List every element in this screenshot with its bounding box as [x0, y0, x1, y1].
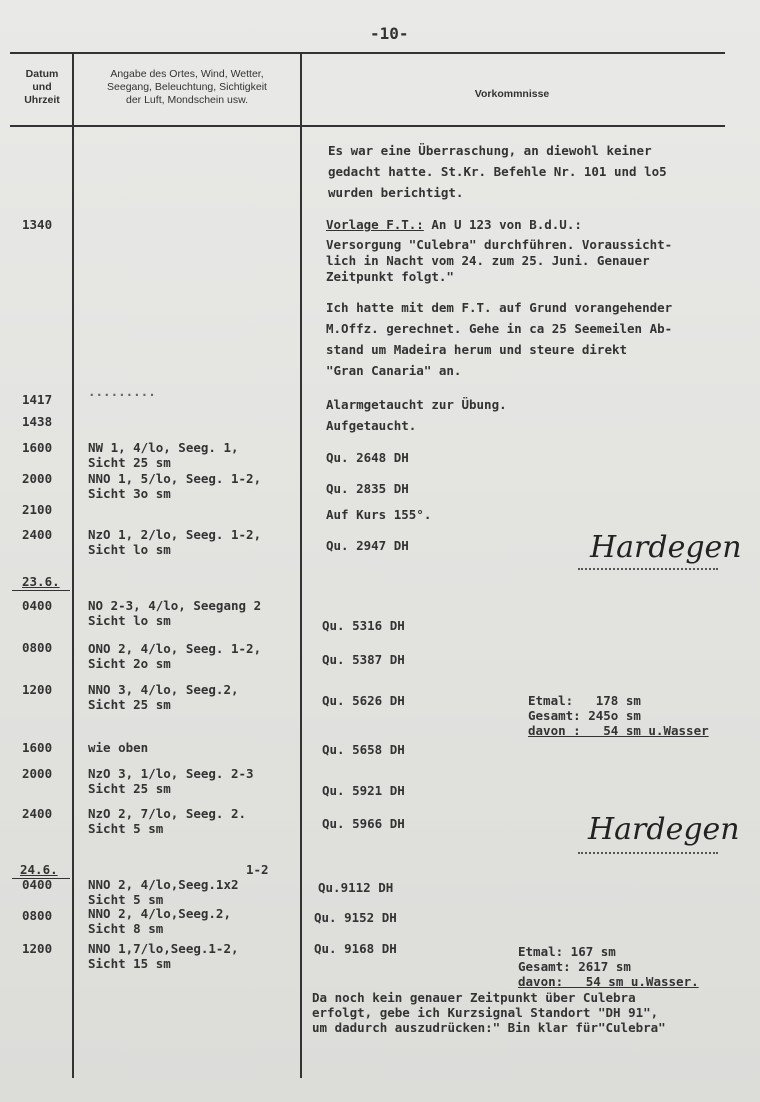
page-number: -10- — [370, 24, 409, 43]
summary-gesamt: Gesamt: 245o sm — [528, 708, 641, 723]
time-0800-24: 0800 — [22, 908, 53, 923]
summary2-davon: davon: 54 sm u.Wasser. — [518, 974, 699, 989]
header-vorkommnisse: Vorkommnisse — [474, 88, 550, 100]
event-2000: Qu. 2835 DH — [326, 481, 409, 496]
event-0400-24: Qu.9112 DH — [318, 880, 394, 895]
intro-text: Es war eine Überraschung, an diewohl keiner gedacht hatte. St.Kr. Befehle Nr. 101 und lo5 wurden berichtigt. — [328, 143, 667, 200]
event-0400-23: Qu. 5316 DH — [322, 618, 405, 633]
time-2100: 2100 — [22, 502, 53, 517]
time-2000-23: 2000 — [22, 766, 53, 781]
header-location: Angabe des Ortes, Wind, Wetter, Seegang, Beleuchtung, Sichtigkeit der Luft, Mondschein usw. — [107, 68, 267, 106]
event-1600: Qu. 2648 DH — [326, 450, 409, 465]
time-1600-23: 1600 — [22, 740, 53, 755]
summary2-etmal: Etmal: 167 sm — [518, 944, 616, 959]
event-2000-23: Qu. 5921 DH — [322, 783, 405, 798]
weather-2400: NzO 1, 2/lo, Seeg. 1-2, Sicht lo sm — [88, 527, 262, 557]
time-0400-24: 0400 — [22, 877, 53, 892]
summary-etmal: Etmal: 178 sm — [528, 693, 641, 708]
event-1200-23: Qu. 5626 DH — [322, 693, 405, 708]
time-1340: 1340 — [22, 217, 53, 232]
weather-1200-24: NNO 1,7/lo,Seeg.1-2, Sicht 15 sm — [88, 941, 239, 971]
event-0800-23: Qu. 5387 DH — [322, 652, 405, 667]
event-0800-24: Qu. 9152 DH — [314, 910, 397, 925]
column-divider-1 — [72, 54, 74, 1078]
weather-0800-23: ONO 2, 4/lo, Seeg. 1-2, Sicht 2o sm — [88, 641, 262, 671]
summary2-gesamt: Gesamt: 2617 sm — [518, 959, 631, 974]
time-1438: 1438 — [22, 414, 53, 429]
event-1200-24: Qu. 9168 DH — [314, 941, 397, 956]
weather-0800-24: NNO 2, 4/lo,Seeg.2, Sicht 8 sm — [88, 906, 231, 936]
signature-1-dots — [578, 568, 718, 570]
weather-2000-23: NzO 3, 1/lo, Seeg. 2-3 Sicht 25 sm — [88, 766, 254, 796]
event-1600-23: Qu. 5658 DH — [322, 742, 405, 757]
weather-2000: NNO 1, 5/lo, Seeg. 1-2, Sicht 3o sm — [88, 471, 262, 501]
signature-2: Hardegen — [588, 812, 740, 847]
dots-1417: ......... — [88, 384, 156, 399]
time-1600: 1600 — [22, 440, 53, 455]
time-1200-24: 1200 — [22, 941, 53, 956]
header-datum: Datum und Uhrzeit — [24, 68, 60, 106]
column-divider-2 — [300, 54, 302, 1078]
summary-day-23 — [528, 693, 709, 738]
commander-note: Ich hatte mit dem F.T. auf Grund vorangehender M.Offz. gerechnet. Gehe in ca 25 Seemeilen Ab- stand um Madeira herum und steure direkt "Gran Canaria" an. — [326, 300, 673, 378]
weather-1600-23: wie oben — [88, 740, 149, 755]
time-2400: 2400 — [22, 527, 53, 542]
weather-correction: 1-2 — [246, 862, 269, 877]
date-23-6: 23.6. — [22, 574, 60, 589]
weather-1600: NW 1, 4/lo, Seeg. 1, Sicht 25 sm — [88, 440, 239, 470]
date-23-6-rule — [12, 590, 70, 591]
time-0800-23: 0800 — [22, 640, 53, 655]
time-1417: 1417 — [22, 392, 53, 407]
summary-davon: davon : 54 sm u.Wasser — [528, 723, 709, 738]
summary-day-24 — [518, 944, 699, 989]
event-2400: Qu. 2947 DH — [326, 538, 409, 553]
header-bottom-rule — [10, 125, 725, 127]
radio-message: Vorlage F.T.: An U 123 von B.d.U.: Versorgung "Culebra" durchführen. Voraussicht- lich in Nacht vom 24. zum 25. Juni. Genauer Zeitpunkt folgt." — [326, 217, 673, 284]
time-1200-23: 1200 — [22, 682, 53, 697]
event-1438: Aufgetaucht. — [326, 418, 417, 433]
event-1417: Alarmgetaucht zur Übung. — [326, 397, 507, 412]
weather-1200-23: NNO 3, 4/lo, Seeg.2, Sicht 25 sm — [88, 682, 239, 712]
signature-2-dots — [578, 852, 718, 854]
event-2400-23: Qu. 5966 DH — [322, 816, 405, 831]
time-0400-23: 0400 — [22, 598, 53, 613]
weather-2400-23: NzO 2, 7/lo, Seeg. 2. Sicht 5 sm — [88, 806, 247, 836]
event-2100: Auf Kurs 155°. — [326, 507, 432, 522]
final-note: Da noch kein genauer Zeitpunkt über Culebra erfolgt, gebe ich Kurzsignal Standort "DH 91", um dadurch auszudrücken:" Bin klar für"Culebra" — [312, 990, 666, 1035]
weather-0400-23: NO 2-3, 4/lo, Seegang 2 Sicht lo sm — [88, 598, 262, 628]
radio-route: An U 123 von B.d.U.: — [431, 217, 582, 232]
weather-0400-24: NNO 2, 4/lo,Seeg.1x2 Sicht 5 sm — [88, 877, 239, 907]
time-2400-23: 2400 — [22, 806, 53, 821]
header-top-rule — [10, 52, 725, 54]
radio-label: Vorlage F.T.: — [326, 217, 424, 232]
date-24-6: 24.6. — [20, 862, 58, 877]
signature-1: Hardegen — [590, 530, 742, 565]
time-2000: 2000 — [22, 471, 53, 486]
